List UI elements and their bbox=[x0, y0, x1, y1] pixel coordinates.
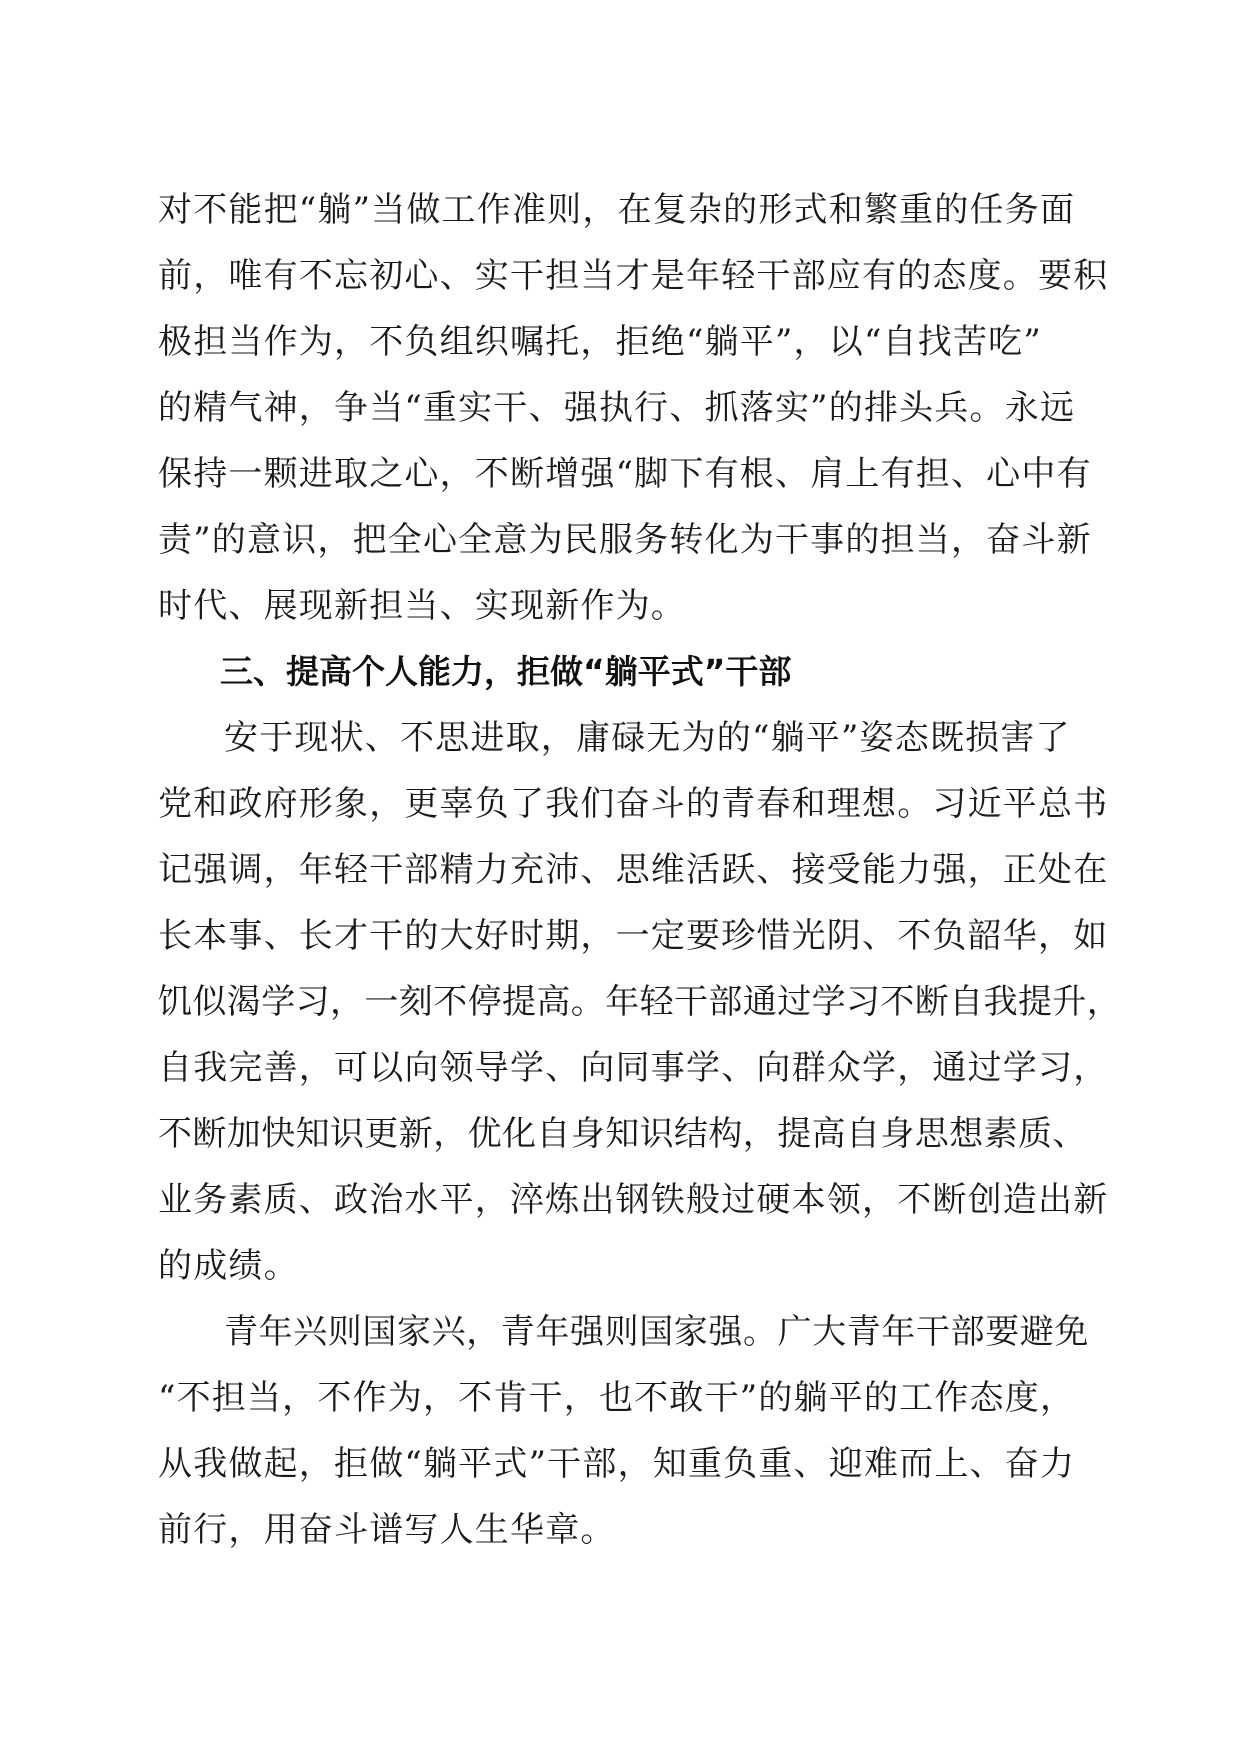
paragraph-3-line-1: 青年兴则国家兴，青年强则国家强。广大青年干部要避免 bbox=[224, 1312, 1089, 1352]
paragraph-1-line-4: 的精气神，争当“重实干、强执行、抓落实”的排头兵。永远 bbox=[158, 388, 1076, 428]
paragraph-1-line-5: 保持一颗进取之心，不断增强“脚下有根、肩上有担、心中有 bbox=[158, 454, 1092, 494]
paragraph-1-line-2: 前，唯有不忘初心、实干担当才是年轻干部应有的态度。要积 bbox=[158, 256, 1109, 296]
paragraph-2-line-1: 安于现状、不思进取，庸碌无为的“躺平”姿态既损害了 bbox=[224, 718, 1071, 758]
paragraph-2-line-3: 记强调，年轻干部精力充沛、思维活跃、接受能力强，正处在 bbox=[158, 850, 1109, 890]
paragraph-1-line-6: 责”的意识，把全心全意为民服务转化为干事的担当，奋斗新 bbox=[158, 520, 1092, 560]
paragraph-2-line-2: 党和政府形象，更辜负了我们奋斗的青春和理想。习近平总书 bbox=[158, 784, 1109, 824]
section-heading-3: 三、提高个人能力，拒做“躺平式”干部 bbox=[220, 652, 792, 691]
paragraph-2-line-5: 饥似渴学习，一刻不停提高。年轻干部通过学习不断自我提升， bbox=[158, 982, 1122, 1022]
paragraph-1-line-7: 时代、展现新担当、实现新作为。 bbox=[158, 586, 686, 626]
paragraph-2-line-7: 不断加快知识更新，优化自身知识结构，提高自身思想素质、 bbox=[158, 1114, 1087, 1154]
paragraph-2-line-9: 的成绩。 bbox=[158, 1246, 299, 1286]
paragraph-2-line-4: 长本事、长才干的大好时期，一定要珍惜光阴、不负韶华，如 bbox=[158, 916, 1109, 956]
paragraph-3-line-2: “不担当，不作为，不肯干，也不敢干”的躺平的工作态度， bbox=[158, 1378, 1076, 1418]
paragraph-2-line-6: 自我完善，可以向领导学、向同事学、向群众学，通过学习， bbox=[158, 1048, 1109, 1088]
paragraph-2-line-8: 业务素质、政治水平，淬炼出钢铁般过硬本领，不断创造出新 bbox=[158, 1180, 1109, 1220]
paragraph-3-line-4: 前行，用奋斗谱写人生华章。 bbox=[158, 1510, 616, 1550]
paragraph-1-line-3: 极担当作为，不负组织嘱托，拒绝“躺平”，以“自找苦吃” bbox=[158, 322, 1042, 362]
paragraph-3-line-3: 从我做起，拒做“躺平式”干部，知重负重、迎难而上、奋力 bbox=[158, 1444, 1076, 1484]
paragraph-1-line-1: 对不能把“躺”当做工作准则，在复杂的形式和繁重的任务面 bbox=[158, 190, 1076, 230]
